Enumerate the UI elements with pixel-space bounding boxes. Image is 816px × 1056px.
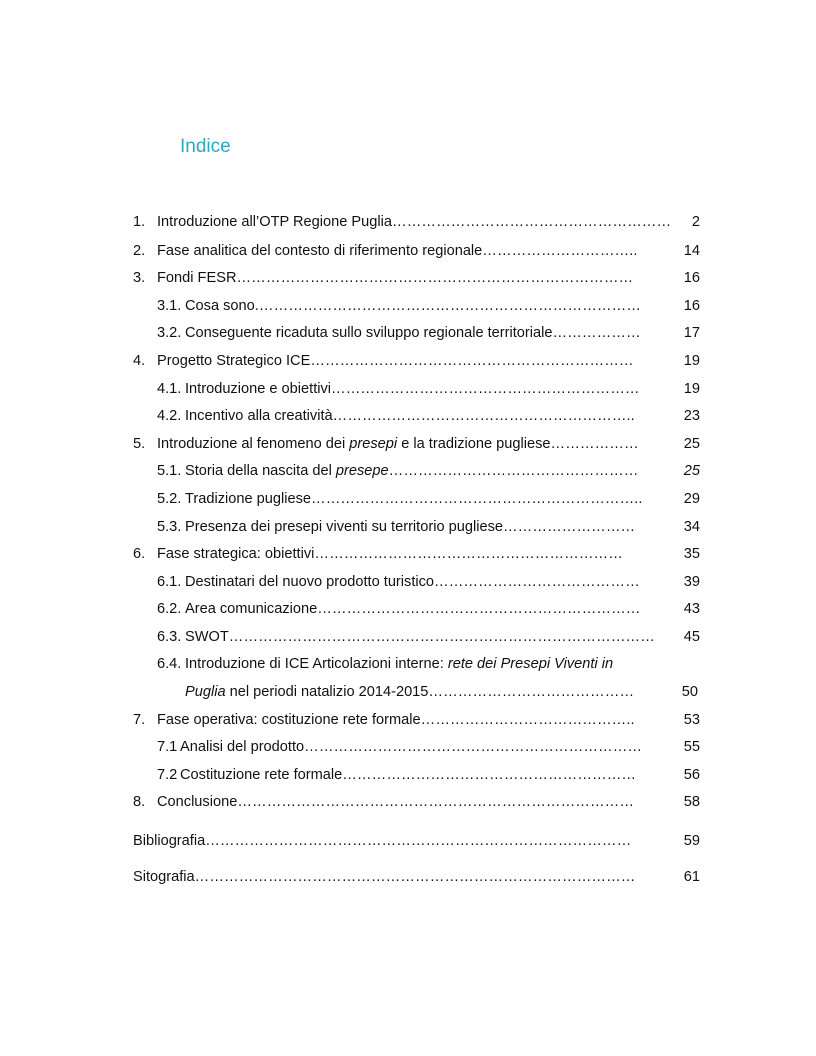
toc-leader-dots: ………………………………………………………… [317, 601, 641, 617]
toc-entry-title-part: Storia della nascita del [185, 463, 336, 479]
toc-entry-title [185, 572, 434, 592]
toc-leader-dots: ………………………………………………… [392, 214, 672, 230]
toc-leader-dots: ………………………….. [482, 243, 638, 259]
toc-leader-dots: …………………………………………………………… [304, 739, 643, 755]
toc-entry[interactable] [157, 737, 700, 757]
toc-entry-title-part: Costituzione rete formale [180, 767, 343, 783]
toc-entry-title-part: e la tradizione pugliese [397, 436, 551, 452]
toc-entry-page-number: 14 [683, 243, 700, 259]
toc-entry[interactable] [157, 489, 700, 509]
toc-entry-page-number: 39 [683, 574, 700, 590]
toc-entry[interactable] [157, 627, 700, 647]
toc-entry-title-part: Analisi del prodotto [180, 739, 305, 755]
toc-entry-title [133, 831, 205, 851]
toc-entry-page-number: 2 [691, 214, 700, 230]
toc-entry[interactable] [157, 572, 700, 592]
toc-entry-title [185, 323, 553, 343]
toc-leader-dots: …………………………………… [428, 684, 635, 700]
toc-entry-number: 6.2. [157, 601, 182, 617]
toc-entry-page-number: 55 [683, 739, 700, 755]
toc-entry-title [185, 627, 229, 647]
toc-entry-title [157, 351, 310, 371]
toc-entry-title [185, 406, 333, 426]
toc-entry-page-number: 53 [683, 712, 700, 728]
toc-entry-title-part: Introduzione e obiettivi [185, 381, 332, 397]
toc-entry-page-number: 50 [681, 684, 698, 700]
toc-entry[interactable] [133, 831, 700, 851]
toc-entry-number: 7. [133, 712, 146, 728]
toc-entry-title [180, 737, 304, 757]
toc-entry-title [185, 461, 389, 481]
toc-leader-dots: ……………… [550, 436, 639, 452]
toc-entry-page-number: 61 [683, 869, 700, 885]
toc-entry-number: 3.2. [157, 325, 182, 341]
toc-entry-number: 6.4. [157, 656, 182, 672]
toc-entry[interactable] [157, 765, 700, 785]
toc-entry-number: 2. [133, 243, 146, 259]
toc-entry[interactable] [157, 517, 700, 537]
toc-entry-number: 5. [133, 436, 146, 452]
toc-entry-title-part: Fase strategica: obiettivi [157, 546, 315, 562]
toc-entry-title-part: Tradizione pugliese [185, 491, 312, 507]
toc-entry-page-number: 59 [683, 833, 700, 849]
toc-entry-page-number: 34 [683, 519, 700, 535]
toc-entry-title [157, 792, 237, 812]
toc-entry-number: 6.3. [157, 629, 182, 645]
toc-leader-dots: .…………………………………………………………………… [254, 298, 641, 314]
toc-entry[interactable] [133, 867, 700, 887]
toc-entry-title-part: Fondi FESR [157, 270, 237, 286]
page-title: Indice [180, 136, 231, 157]
toc-leader-dots: ……………………………………………………………………… [236, 270, 634, 286]
toc-entry-number: 4. [133, 353, 146, 369]
toc-entry-page-number: 17 [683, 325, 700, 341]
toc-entry-title-part: Area comunicazione [185, 601, 318, 617]
toc-leader-dots: ……………………………………………………… [331, 381, 640, 397]
toc-entry-title-part: Progetto Strategico ICE [157, 353, 311, 369]
toc-entry[interactable] [133, 792, 700, 812]
toc-entry-title [185, 599, 317, 619]
toc-leader-dots: ……………………………………………………… [314, 546, 623, 562]
toc-leader-dots: …………………………………………… [388, 463, 639, 479]
toc-entry-title [185, 517, 503, 537]
toc-entry[interactable] [133, 544, 700, 564]
toc-entry-number: 4.1. [157, 381, 182, 397]
toc-entry-number: 3.1. [157, 298, 182, 314]
toc-entry-page-number: 23 [683, 408, 700, 424]
toc-entry-title-part: Conclusione [157, 794, 238, 810]
toc-entry-number: 6.1. [157, 574, 182, 590]
toc-leader-dots: …………………………………… [434, 574, 640, 590]
toc-entry-title [185, 682, 428, 702]
toc-entry-number: 5.1. [157, 463, 182, 479]
toc-entry-number: 5.2. [157, 491, 182, 507]
toc-entry-number: 5.3. [157, 519, 182, 535]
toc-entry-page-number: 25 [683, 463, 700, 479]
toc-entry-page-number: 56 [683, 767, 700, 783]
toc-entry[interactable] [133, 212, 700, 232]
toc-entry-title-part: presepe [335, 463, 389, 479]
toc-leader-dots: ………………………………………………………… [310, 353, 634, 369]
toc-entry-title-part: Destinatari del nuovo prodotto turistico [185, 574, 435, 590]
toc-entry-number: 8. [133, 794, 146, 810]
toc-entry-title [180, 765, 342, 785]
toc-entry-title-part: Sitografia [133, 869, 195, 885]
toc-entry-number: 7.1 [157, 739, 178, 755]
toc-entry-title [185, 379, 331, 399]
toc-entry-title-part: rete dei Presepi Viventi in [447, 656, 614, 672]
toc-leader-dots: ……………………………………………………………………………… [194, 869, 636, 885]
toc-leader-dots: …………………………………………………….. [332, 408, 635, 424]
toc-entry-title [185, 296, 255, 316]
toc-entry-title [157, 434, 551, 454]
toc-entry[interactable] [157, 599, 700, 619]
toc-leader-dots: …………………………………………………… [342, 767, 637, 783]
toc-entry-title-part: Bibliografia [133, 833, 206, 849]
toc-entry-page-number: 58 [683, 794, 700, 810]
toc-entry-title-part: Introduzione al fenomeno dei [157, 436, 350, 452]
toc-leader-dots: …………………………………….. [420, 712, 635, 728]
toc-entry-title-part: Puglia [185, 684, 226, 700]
toc-entry[interactable] [133, 268, 700, 288]
toc-entry[interactable] [157, 654, 700, 674]
toc-entry-number: 7.2 [157, 767, 178, 783]
toc-entry-number: 6. [133, 546, 146, 562]
toc-entry-title-part: SWOT [185, 629, 229, 645]
toc-entry-title [185, 654, 613, 674]
toc-entry[interactable] [157, 461, 700, 481]
toc-entry-number: 3. [133, 270, 146, 286]
toc-entry-page-number: 19 [683, 353, 700, 369]
toc-entry[interactable] [185, 682, 698, 702]
toc-entry-title-part: Incentivo alla creatività [185, 408, 333, 424]
toc-entry-title-part: Fase operativa: costituzione rete formale [157, 712, 421, 728]
toc-entry-title [157, 268, 236, 288]
toc-entry-title [157, 241, 482, 261]
toc-entry-title [133, 867, 195, 887]
toc-entry-title-part: Presenza dei presepi viventi su territorio pugliese [185, 519, 503, 535]
toc-entry[interactable] [157, 296, 700, 316]
toc-entry-title [185, 489, 311, 509]
toc-entry[interactable] [157, 406, 700, 426]
toc-entry[interactable] [133, 351, 700, 371]
toc-leader-dots: ………………………………………………………….. [311, 491, 643, 507]
toc-entry-title-part: presepi [349, 436, 398, 452]
toc-entry-title [157, 710, 421, 730]
toc-entry-page-number: 25 [683, 436, 700, 452]
toc-entry-page-number: 29 [683, 491, 700, 507]
toc-entry-title-part: Conseguente ricaduta sullo sviluppo regionale territoriale [185, 325, 553, 341]
toc-leader-dots: …………………………………………………………………………… [205, 833, 632, 849]
toc-entry-title-part: Introduzione di ICE Articolazioni interne: [185, 656, 448, 672]
toc-entry-number: 1. [133, 214, 146, 230]
toc-entry-page-number: 19 [683, 381, 700, 397]
toc-entry-page-number: 16 [683, 298, 700, 314]
toc-leader-dots: ……………………… [502, 519, 636, 535]
toc-entry[interactable] [133, 241, 700, 261]
toc-entry[interactable] [133, 710, 700, 730]
toc-leader-dots: ……………………………………………………………………… [237, 794, 635, 810]
toc-entry[interactable] [133, 434, 700, 454]
toc-entry-title [157, 544, 314, 564]
toc-entry-title-part: Fase analitica del contesto di riferimento regionale [157, 243, 483, 259]
toc-entry-page-number: 45 [683, 629, 700, 645]
toc-entry-page-number: 43 [683, 601, 700, 617]
toc-entry[interactable] [157, 323, 700, 343]
toc-leader-dots: …………………………………………………………………………… [228, 629, 655, 645]
toc-entry-title-part: Introduzione all’OTP Regione Puglia [157, 214, 392, 230]
toc-entry[interactable] [157, 379, 700, 399]
toc-leader-dots: ……………… [552, 325, 641, 341]
toc-entry-title [157, 212, 392, 232]
toc-entry-page-number: 16 [683, 270, 700, 286]
toc-entry-title-part: nel periodi natalizio 2014-2015 [225, 684, 429, 700]
toc-entry-number: 4.2. [157, 408, 182, 424]
toc-entry-title-part: Cosa sono [185, 298, 255, 314]
toc-entry-page-number: 35 [683, 546, 700, 562]
